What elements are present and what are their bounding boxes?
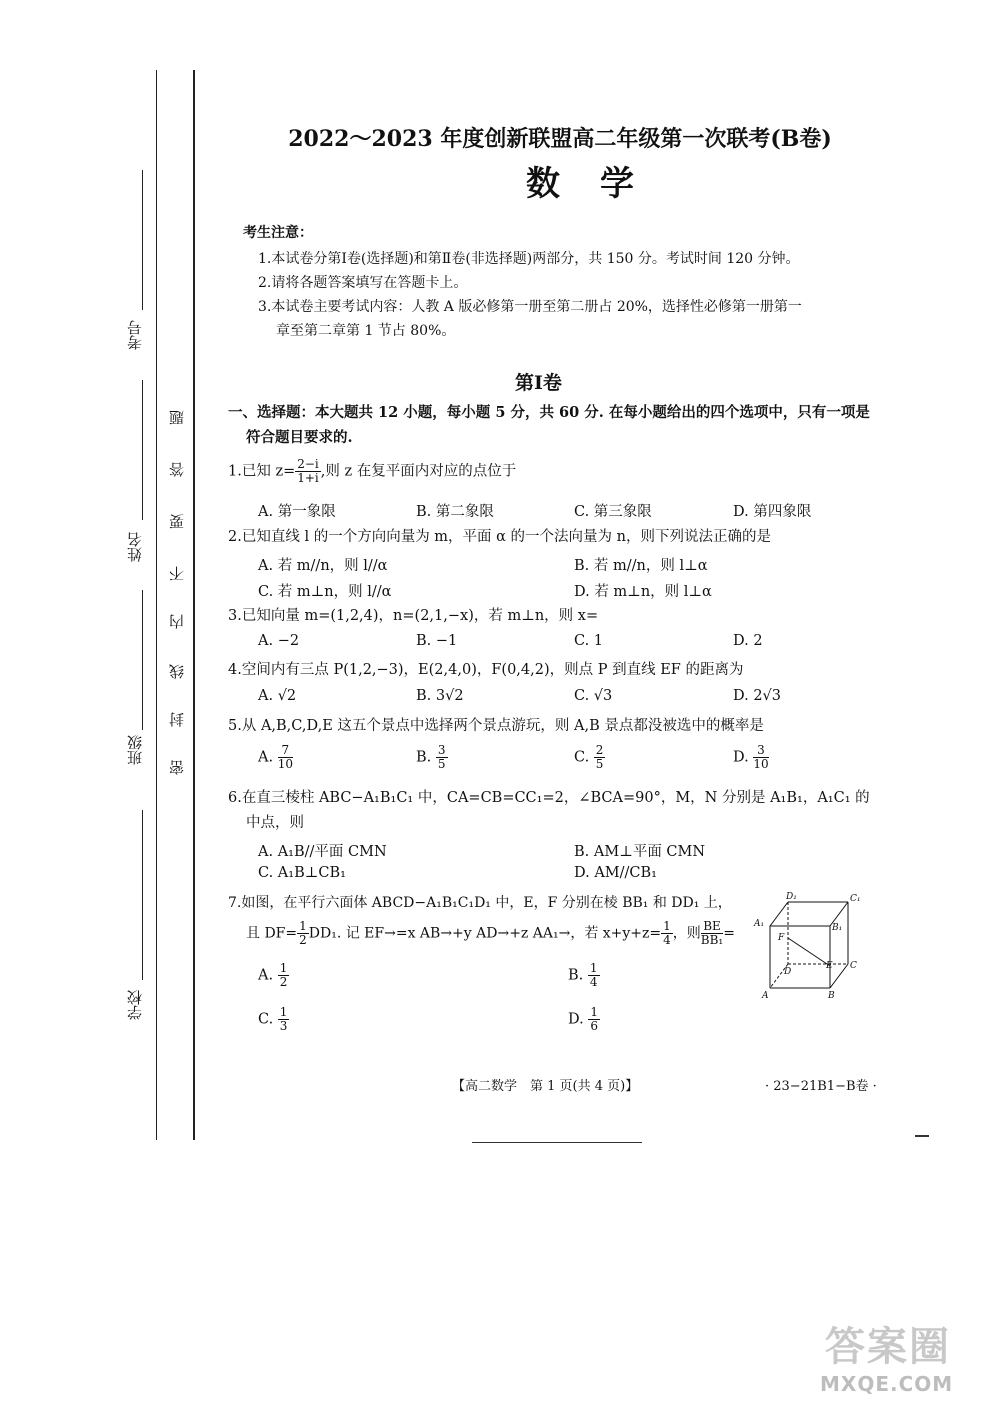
q1-frac-den: 1+i	[297, 471, 319, 486]
q3-option-b: B. −1	[416, 633, 458, 649]
frac-num: 1	[663, 919, 671, 933]
question-1	[228, 458, 516, 485]
edge	[770, 902, 788, 926]
vertex-label: E	[826, 961, 833, 971]
frac-num: 3	[753, 744, 768, 758]
vertex-label: D	[784, 967, 792, 977]
option-label: B.	[568, 967, 584, 984]
option-fraction	[278, 744, 293, 771]
frac-den: 6	[590, 1019, 598, 1034]
frac-num: 1	[590, 1005, 598, 1019]
vertex-label: B	[828, 991, 835, 1001]
frac-num: 1	[279, 961, 288, 975]
notice-item: 3.本试卷主要考试内容：人教 A 版必修第一册至第二册占 20%，选择性必修第一册第一	[258, 299, 802, 315]
question-3: 3.已知向量 m=(1,2,4)，n=(2,1,−x)，若 m⊥n，则 x=	[228, 608, 599, 624]
frac-den: 5	[595, 757, 604, 772]
q7-option-d	[568, 1006, 600, 1033]
seal-char: 内	[168, 614, 186, 629]
q4-option-b: B. 3√2	[416, 688, 464, 704]
q2-option-d: D. 若 m⊥n，则 l⊥α	[574, 584, 712, 600]
field-name-label: 姓名	[126, 532, 144, 562]
q7-fraction-2	[661, 920, 673, 947]
footer-code: · 23−21B1−B卷 ·	[765, 1079, 877, 1094]
seal-char: 题	[168, 410, 186, 425]
question-4: 4.空间内有三点 P(1,2,−3)，E(2,4,0)，F(0,4,2)，则点 P 到直线 EF 的距离为	[228, 662, 744, 678]
q2-option-c: C. 若 m⊥n，则 l//α	[258, 584, 392, 600]
frac-num: BE	[701, 920, 723, 934]
option-fraction	[278, 962, 290, 989]
option-fraction	[278, 1006, 290, 1033]
question-5: 5.从 A,B,C,D,E 这五个景点中选择两个景点游玩，则 A,B 景点都没被选中的概率是	[228, 718, 764, 734]
q4-option-a: A. √2	[258, 688, 297, 704]
q1-option-d: D. 第四象限	[733, 504, 812, 520]
frac-den: 3	[279, 1019, 288, 1034]
vertex-label: D₁	[786, 892, 797, 902]
option-label: D.	[568, 1011, 584, 1028]
subject-title: 数学	[526, 164, 674, 204]
q1-stem-pre: 1.已知 z=	[228, 463, 296, 480]
seal-char: 要	[168, 514, 186, 529]
scan-mark	[915, 1135, 929, 1137]
field-exam-number-line	[142, 170, 143, 310]
option-fraction	[588, 962, 600, 989]
q6-option-c: C. A₁B⊥CB₁	[258, 865, 346, 881]
seal-char: 答	[168, 462, 186, 477]
vertex-label: F	[778, 933, 785, 943]
segment-ef	[788, 938, 830, 966]
frac-den: 2	[279, 975, 288, 990]
frac-den: 4	[663, 933, 671, 948]
binding-line-inner	[193, 70, 195, 1140]
q5-option-a	[258, 744, 293, 771]
q3-option-d: D. 2	[733, 633, 763, 649]
q1-option-b: B. 第二象限	[416, 504, 494, 520]
section-instruction: 符合题目要求的.	[246, 429, 353, 446]
frac-den: 10	[277, 757, 293, 772]
frac-num: 1	[299, 919, 307, 933]
edge	[830, 964, 848, 988]
q1-fraction	[295, 458, 321, 485]
q7-stem-a: 且 DF=	[246, 925, 298, 942]
watermark-url: MXQE.COM	[820, 1372, 954, 1396]
q1-option-c: C. 第三象限	[574, 504, 652, 520]
vertex-label: B₁	[832, 923, 843, 933]
frac-num: 1	[589, 961, 598, 975]
q5-option-c	[574, 744, 605, 771]
option-label: A.	[258, 749, 274, 766]
q7-stem-d: =	[723, 925, 735, 942]
notice-heading: 考生注意：	[243, 225, 313, 241]
notice-item: 2.请将各题答案填写在答题卡上。	[258, 275, 468, 291]
q1-stem-post: ,则 z 在复平面内对应的点位于	[320, 463, 517, 480]
q3-option-a: A. −2	[258, 633, 300, 649]
vertex-label: A₁	[754, 919, 765, 929]
frac-den: 4	[589, 975, 598, 990]
section-instruction: 一、选择题：本大题共 12 小题，每小题 5 分，共 60 分. 在每小题给出的四个选项中，只有一项是	[228, 404, 870, 421]
vertex-label: C	[850, 961, 857, 971]
q1-option-a: A. 第一象限	[258, 504, 336, 520]
notice-item: 章至第二章第 1 节占 80%。	[276, 323, 456, 339]
page-rule	[472, 1142, 642, 1143]
vertex-label: A	[762, 991, 769, 1001]
field-name-line	[142, 380, 143, 520]
q6-option-d: D. AM//CB₁	[574, 865, 657, 881]
q7-option-c	[258, 1006, 289, 1033]
option-fraction	[594, 744, 606, 771]
q7-fraction-1	[297, 920, 309, 947]
option-label: B.	[416, 749, 432, 766]
q6-option-b: B. AM⊥平面 CMN	[574, 844, 706, 860]
frac-den: 2	[299, 933, 307, 948]
q5-option-d	[733, 744, 769, 771]
field-exam-number-label: 考号	[126, 320, 144, 350]
footer-page-info: 【高二数学 第 1 页(共 4 页)】	[452, 1079, 639, 1094]
seal-char: 线	[168, 664, 186, 679]
q6-option-a: A. A₁B//平面 CMN	[258, 844, 387, 860]
field-class-line	[142, 590, 143, 730]
q7-fraction-3	[701, 920, 723, 947]
parallelepiped-figure	[750, 890, 870, 1002]
frac-num: 2	[595, 743, 604, 757]
q7-stem-c: ，则	[672, 925, 701, 942]
binding-line-outer	[156, 70, 157, 1140]
seal-char: 不	[168, 566, 186, 581]
q1-frac-num: 2−i	[297, 457, 319, 471]
q3-option-c: C. 1	[574, 633, 604, 649]
question-6-cont: 中点，则	[246, 815, 304, 831]
section-title: 第Ⅰ卷	[515, 372, 562, 394]
q4-option-c: C. √3	[574, 688, 613, 704]
field-school-line	[142, 810, 143, 980]
seal-char: 密	[168, 760, 186, 775]
q4-option-d: D. 2√3	[733, 688, 782, 704]
watermark-logo: 答案圈	[825, 1324, 951, 1370]
notice-item: 1.本试卷分第Ⅰ卷(选择题)和第Ⅱ卷(非选择题)两部分，共 150 分。考试时间 120 分钟。	[258, 251, 800, 267]
q2-option-a: A. 若 m//n，则 l//α	[258, 558, 388, 574]
frac-den: 10	[753, 757, 769, 772]
frac-den: BB₁	[700, 933, 724, 948]
q7-option-b	[568, 962, 600, 989]
field-class-label: 班级	[126, 735, 144, 765]
q7-stem-b: DD₁. 记 EF→=x AB→+y AD→+z AA₁→，若 x+y+z=	[308, 925, 662, 942]
q7-option-a	[258, 962, 289, 989]
option-fraction	[753, 744, 768, 771]
field-school-label: 学校	[126, 990, 144, 1020]
vertex-label: C₁	[850, 894, 861, 904]
question-2: 2.已知直线 l 的一个方向向量为 m，平面 α 的一个法向量为 n，则下列说法正确的是	[228, 529, 772, 545]
exam-title: 2022～2023 年度创新联盟高二年级第一次联考(B卷)	[288, 126, 832, 152]
frac-num: 3	[437, 743, 446, 757]
question-7-cont	[246, 920, 735, 947]
option-label: D.	[733, 749, 749, 766]
frac-num: 7	[278, 744, 293, 758]
q5-option-b	[416, 744, 448, 771]
frac-den: 5	[437, 757, 446, 772]
option-fraction	[436, 744, 448, 771]
question-6: 6.在直三棱柱 ABC−A₁B₁C₁ 中，CA=CB=CC₁=2，∠BCA=90°，M，N 分别是 A₁B₁，A₁C₁ 的	[228, 790, 870, 806]
seal-char: 封	[168, 712, 186, 727]
option-label: C.	[574, 749, 590, 766]
option-label: A.	[258, 967, 274, 984]
q2-option-b: B. 若 m//n，则 l⊥α	[574, 558, 708, 574]
frac-num: 1	[279, 1005, 288, 1019]
question-7: 7.如图，在平行六面体 ABCD−A₁B₁C₁D₁ 中，E，F 分别在棱 BB₁ 和 DD₁ 上，	[228, 895, 732, 911]
option-label: C.	[258, 1011, 274, 1028]
option-fraction	[588, 1006, 600, 1033]
